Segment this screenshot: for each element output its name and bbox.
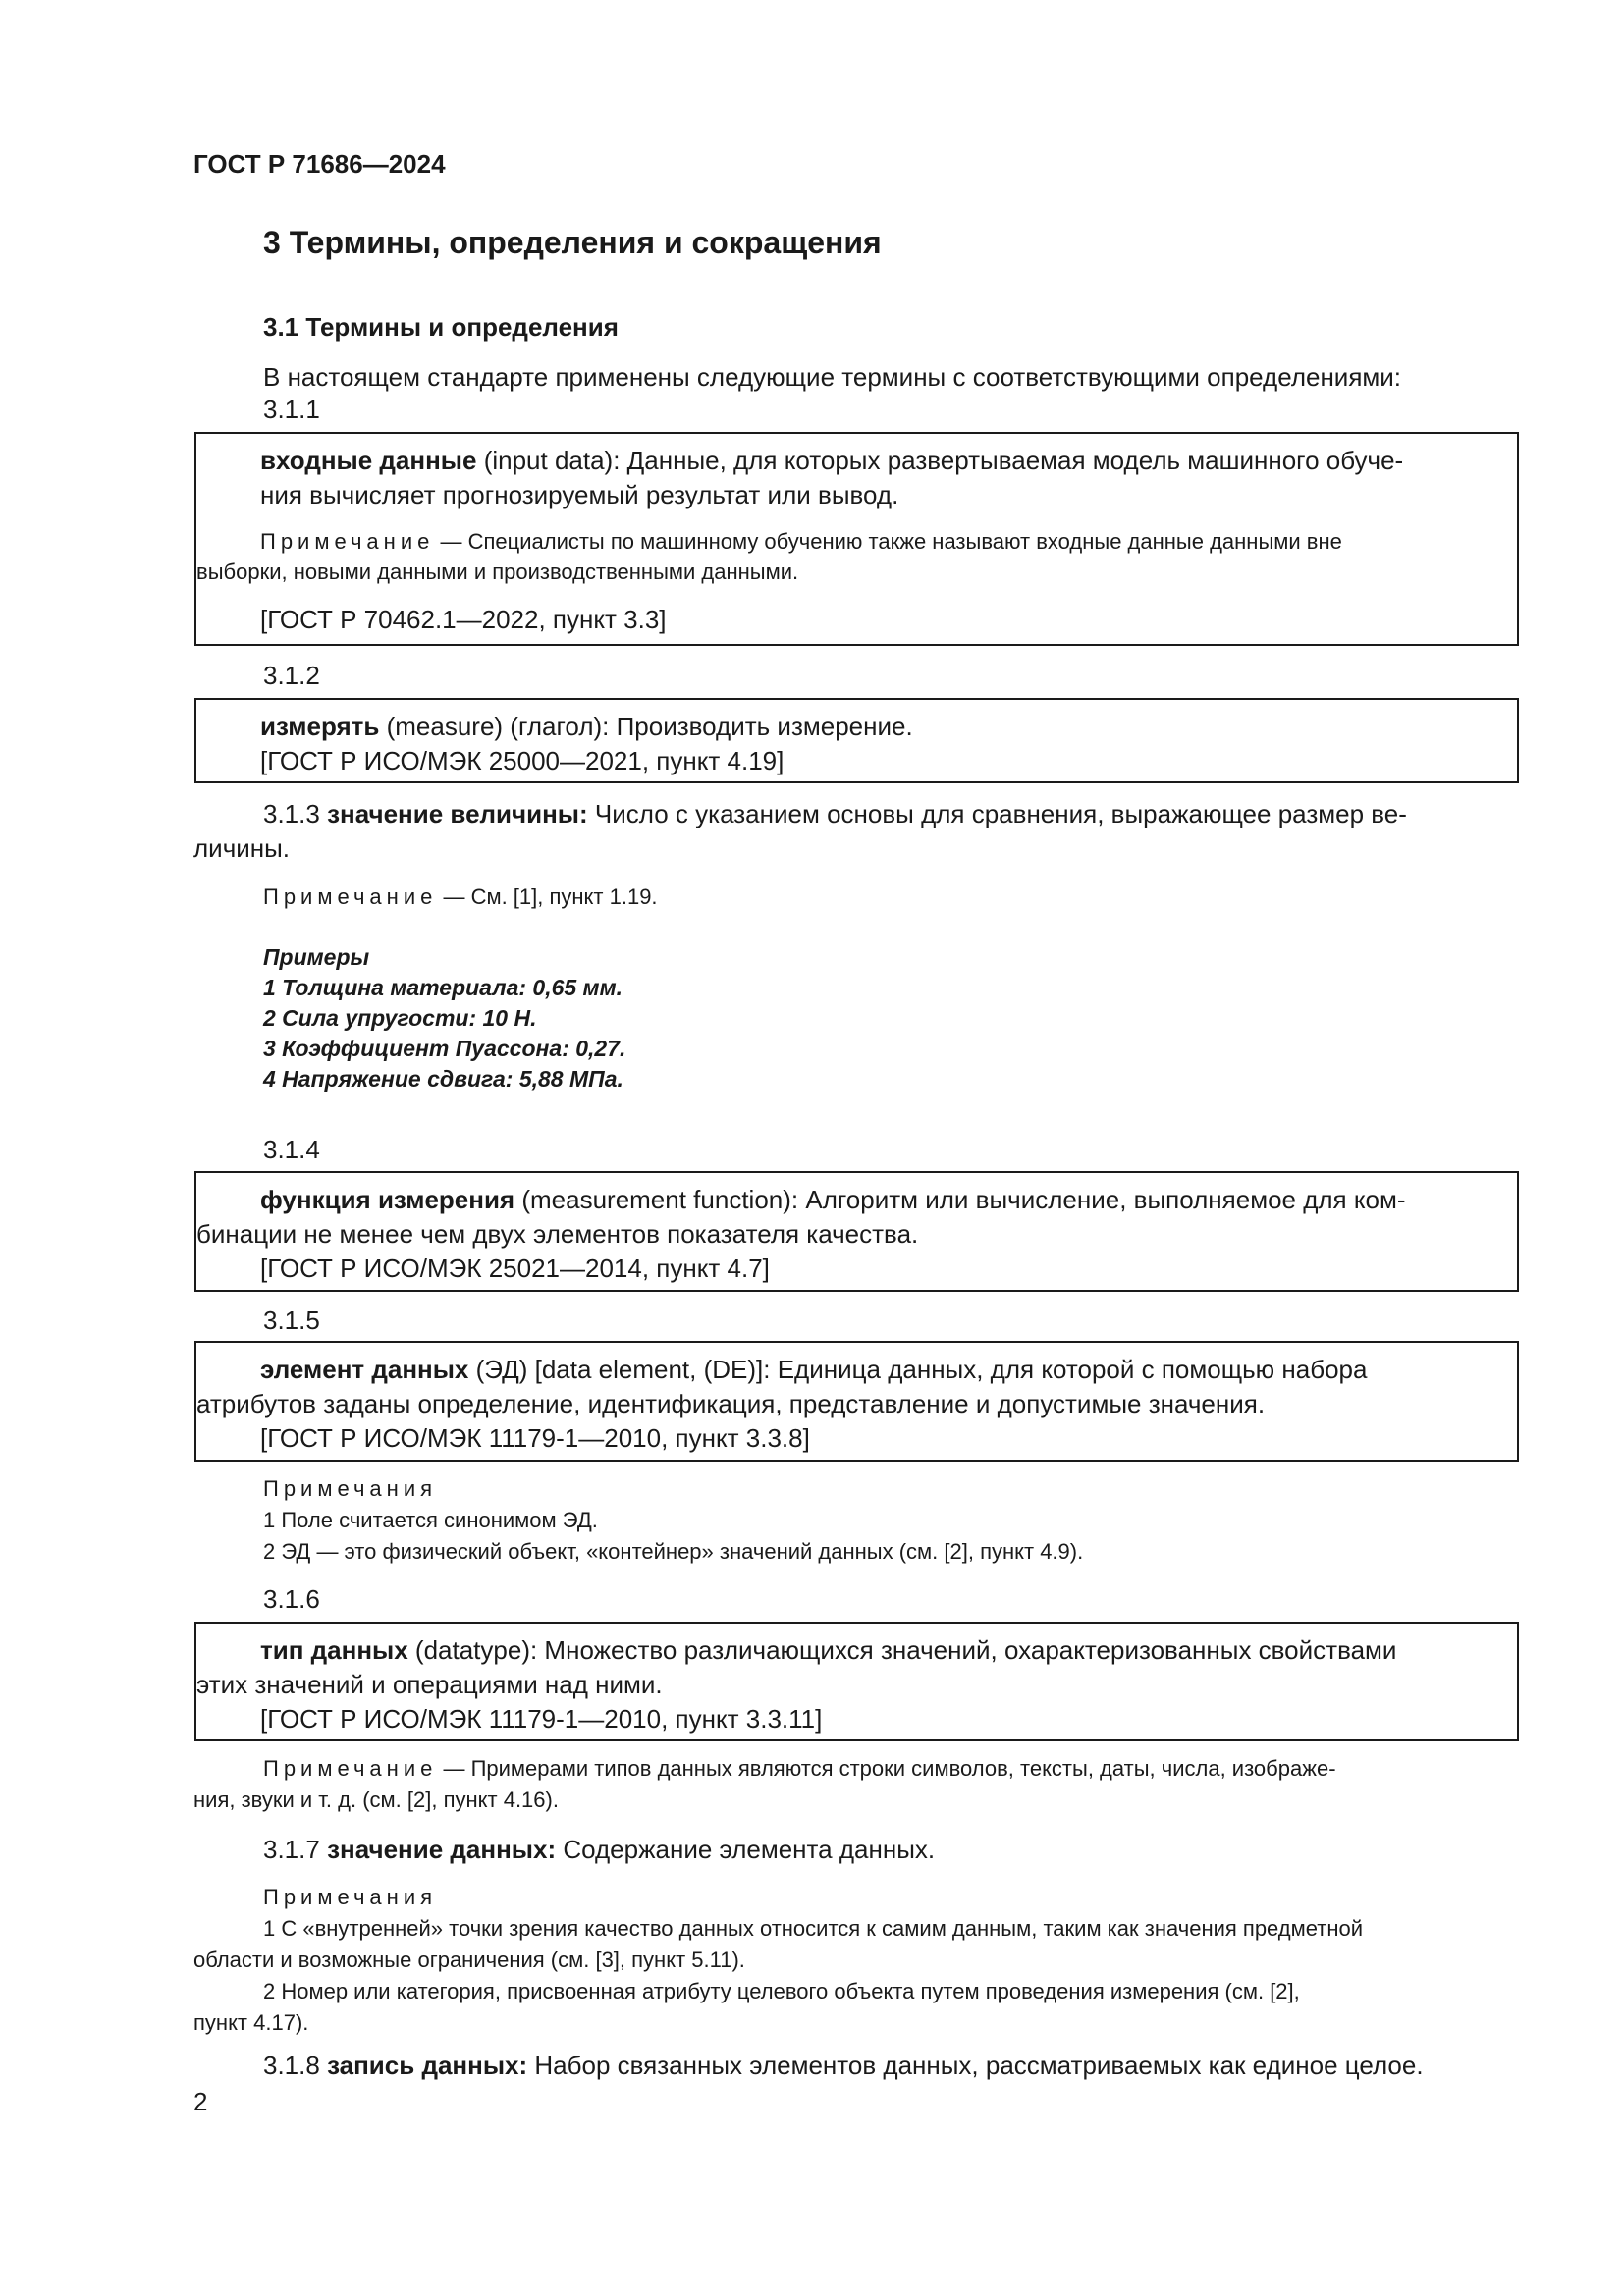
term-definition: измерять (measure) (глагол): Производить измерение. bbox=[260, 712, 913, 741]
example-item: 1 Толщина материала: 0,65 мм. bbox=[263, 975, 623, 1000]
term: значение данных: bbox=[327, 1835, 557, 1864]
term-3-1-8: 3.1.8 запись данных: Набор связанных элементов данных, рассматриваемых как единое целое. bbox=[263, 2051, 1424, 2080]
term-box-3-1-6 bbox=[194, 1622, 1519, 1741]
term-note-cont: выборки, новыми данными и производственными данными. bbox=[196, 560, 799, 584]
examples-block bbox=[263, 942, 625, 1095]
term-source: [ГОСТ Р 70462.1—2022, пункт 3.3] bbox=[260, 605, 667, 634]
term-source: [ГОСТ Р ИСО/МЭК 11179-1—2010, пункт 3.3.8] bbox=[260, 1423, 810, 1453]
note-item: 2 Номер или категория, присвоенная атрибуту целевого объекта путем проведения измерения (см. [2], bbox=[263, 1979, 1300, 2003]
page-number: 2 bbox=[193, 2087, 208, 2116]
term: запись данных: bbox=[327, 2051, 528, 2080]
term: значение величины: bbox=[327, 799, 588, 828]
term-note-3-1-6: Примечание — Примерами типов данных являются строки символов, тексты, даты, числа, изображе- bbox=[263, 1756, 1336, 1781]
term-number-3-1-2: 3.1.2 bbox=[263, 661, 320, 690]
example-item: 3 Коэффициент Пуассона: 0,27. bbox=[263, 1036, 626, 1061]
document-header: ГОСТ Р 71686—2024 bbox=[193, 149, 446, 179]
note-item-cont: области и возможные ограничения (см. [3], пункт 5.11). bbox=[193, 1948, 745, 1972]
term-definition: элемент данных (ЭД) [data element, (DE)]: Единица данных, для которой с помощью набора bbox=[260, 1355, 1368, 1384]
term-number-3-1-6: 3.1.6 bbox=[263, 1584, 320, 1614]
term-definition: тип данных (datatype): Множество различающихся значений, охарактеризованных свойствами bbox=[260, 1635, 1397, 1665]
term-number-3-1-5: 3.1.5 bbox=[263, 1306, 320, 1335]
term-definition-cont: атрибутов заданы определение, идентификация, представление и допустимые значения. bbox=[196, 1389, 1266, 1418]
note-item: 1 Поле считается синонимом ЭД. bbox=[263, 1508, 598, 1532]
term-definition-cont: ния вычисляет прогнозируемый результат или вывод. bbox=[260, 480, 899, 509]
example-item: 4 Напряжение сдвига: 5,88 МПа. bbox=[263, 1066, 623, 1092]
term-3-1-3-cont: личины. bbox=[193, 833, 291, 863]
term-definition: функция измерения (measurement function): Алгоритм или вычисление, выполняемое для ком- bbox=[260, 1185, 1406, 1214]
term-definition-cont: этих значений и операциями над ними. bbox=[196, 1670, 663, 1699]
term-note: Примечание — Специалисты по машинному обучению также называют входные данные данными вне bbox=[260, 529, 1342, 554]
term-definition-cont: бинации не менее чем двух элементов показателя качества. bbox=[196, 1219, 919, 1249]
term-note-3-1-6-cont: ния, звуки и т. д. (см. [2], пункт 4.16). bbox=[193, 1788, 559, 1812]
term-box-3-1-4 bbox=[194, 1171, 1519, 1292]
term-box-3-1-5 bbox=[194, 1341, 1519, 1462]
term: входные данные bbox=[260, 446, 477, 475]
intro-text: В настоящем стандарте применены следующие термины с соответствующими определениями: bbox=[263, 362, 1402, 392]
notes-label-3-1-5: Примечания bbox=[263, 1476, 438, 1501]
note-item: 2 ЭД — это физический объект, «контейнер» значений данных (см. [2], пункт 4.9). bbox=[263, 1539, 1084, 1564]
term-source: [ГОСТ Р ИСО/МЭК 25021—2014, пункт 4.7] bbox=[260, 1254, 770, 1283]
section-title: 3 Термины, определения и сокращения bbox=[263, 225, 882, 260]
examples-title: Примеры bbox=[263, 944, 370, 970]
term-number-3-1-1: 3.1.1 bbox=[263, 395, 320, 424]
term: измерять bbox=[260, 712, 380, 741]
term: элемент данных bbox=[260, 1355, 469, 1384]
term-box-3-1-2 bbox=[194, 698, 1519, 783]
subsection-title: 3.1 Термины и определения bbox=[263, 312, 619, 342]
term: тип данных bbox=[260, 1635, 408, 1665]
term-source: [ГОСТ Р ИСО/МЭК 11179-1—2010, пункт 3.3.11] bbox=[260, 1704, 823, 1734]
term: функция измерения bbox=[260, 1185, 515, 1214]
example-item: 2 Сила упругости: 10 Н. bbox=[263, 1005, 537, 1031]
note-item: 1 С «внутренней» точки зрения качество данных относится к самим данным, таким как значения предметной bbox=[263, 1916, 1364, 1941]
term-box-3-1-1 bbox=[194, 432, 1519, 646]
term-definition: входные данные (input data): Данные, для которых развертываемая модель машинного обуче- bbox=[260, 446, 1404, 475]
term-3-1-3: 3.1.3 значение величины: Число с указанием основы для сравнения, выражающее размер ве- bbox=[263, 799, 1407, 828]
note-item-cont: пункт 4.17). bbox=[193, 2010, 309, 2035]
term-note-3-1-3: Примечание — См. [1], пункт 1.19. bbox=[263, 884, 658, 909]
term-source: [ГОСТ Р ИСО/МЭК 25000—2021, пункт 4.19] bbox=[260, 746, 785, 775]
term-3-1-7: 3.1.7 значение данных: Содержание элемента данных. bbox=[263, 1835, 936, 1864]
term-number-3-1-4: 3.1.4 bbox=[263, 1135, 320, 1164]
notes-label-3-1-7: Примечания bbox=[263, 1885, 438, 1909]
